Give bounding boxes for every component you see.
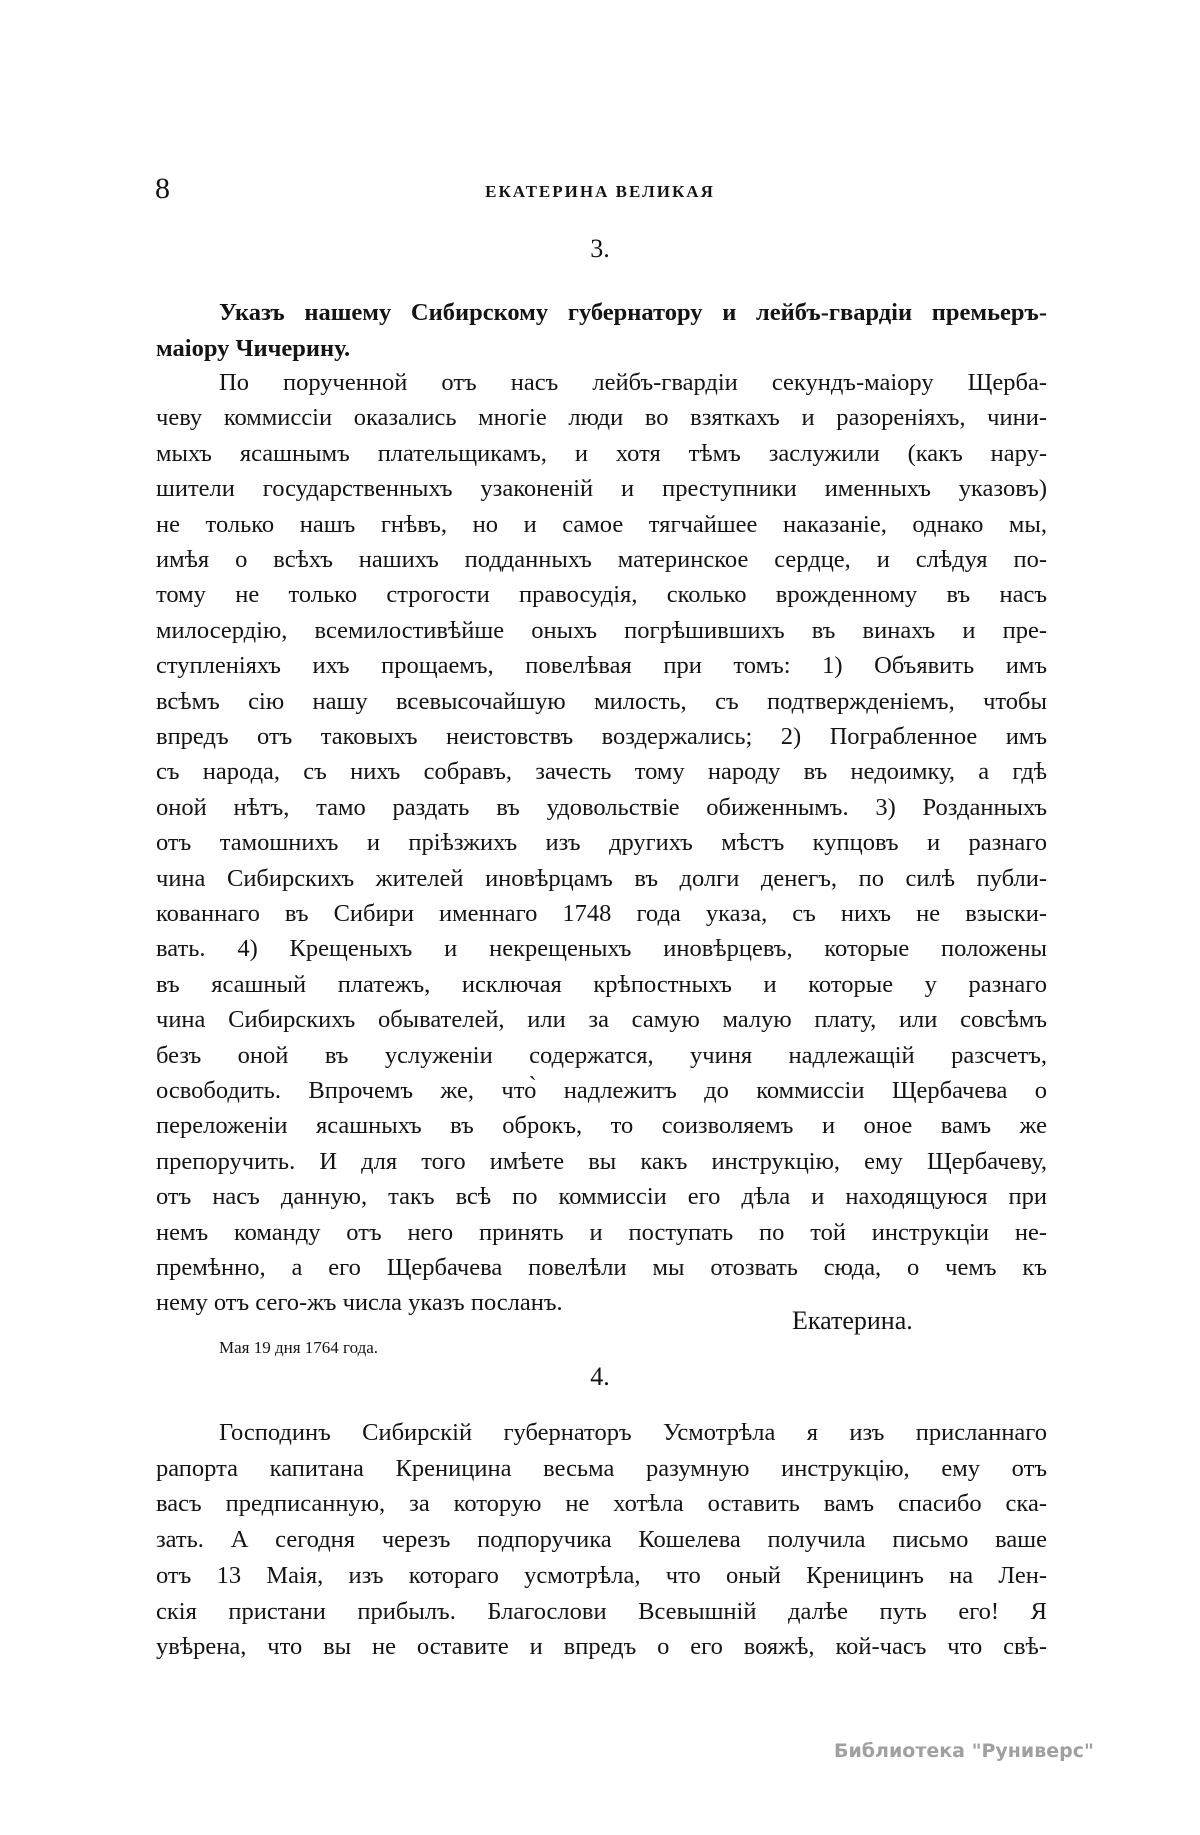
section-3-number: 3. xyxy=(590,234,610,263)
text-line: мыхъ ясашнымъ плательщикамъ, и хотя тѣмъ заслужили (какъ нару- xyxy=(156,439,1047,467)
heading-line: маіору Чичерину. xyxy=(156,334,351,362)
text-line: нему отъ сего-жъ числа указъ посланъ. xyxy=(156,1289,563,1317)
text-line: ступленіяхъ ихъ прощаемъ, повелѣвая при томъ: 1) Объявить имъ xyxy=(156,652,1047,680)
text-line: васъ предписанную, за которую не хотѣла оставить вамъ спасибо ска- xyxy=(156,1490,1047,1518)
text-line: чина Сибирскихъ жителей иновѣрцамъ въ долги денегъ, по силѣ публи- xyxy=(156,864,1047,892)
text-line: вать. 4) Крещеныхъ и некрещеныхъ иновѣрцевъ, которые положены xyxy=(156,935,1047,963)
heading-line: Указъ нашему Сибирскому губернатору и лейбъ-гвардіи премьеръ- xyxy=(219,299,1047,326)
text-line: оной нѣтъ, тамо раздать въ удовольствіе обиженнымъ. 3) Розданныхъ xyxy=(156,793,1047,821)
page-number: 8 xyxy=(155,172,170,205)
library-watermark: Библиотека "Руниверс" xyxy=(834,1740,1094,1762)
text-line: зать. А сегодня черезъ подпоручика Кошелева получила письмо ваше xyxy=(156,1526,1047,1554)
text-line: съ народа, съ нихъ собравъ, зачесть тому народу въ недоимку, а гдѣ xyxy=(156,758,1047,786)
text-line: увѣрена, что вы не оставите и впредъ о его вояжѣ, кой-часъ что свѣ- xyxy=(156,1633,1047,1661)
text-line: немъ команду отъ него принять и поступать по той инструкціи не- xyxy=(156,1218,1047,1246)
text-line: въ ясашный платежъ, исключая крѣпостныхъ и которые у разнаго xyxy=(156,970,1047,998)
text-line: препоручить. И для того имѣете вы какъ инструкцію, ему Щербачеву, xyxy=(156,1147,1047,1175)
text-line: всѣмъ сію нашу всевысочайшую милость, съ подтвержденіемъ, чтобы xyxy=(156,687,1047,715)
text-line: чеву коммиссіи оказались многіе люди во взяткахъ и разореніяхъ, чини- xyxy=(156,404,1047,432)
text-line: безъ оной въ услуженіи содержатся, учиня надлежащій разсчетъ, xyxy=(156,1041,1047,1069)
text-line: премѣнно, а его Щербачева повелѣли мы отозвать сюда, о чемъ къ xyxy=(156,1254,1047,1281)
text-line: освободить. Впрочемъ же, что̀ надлежитъ до коммиссіи Щербачева о xyxy=(156,1077,1047,1104)
text-line: впредъ отъ таковыхъ неистовствъ воздержались; 2) Пограбленное имъ xyxy=(156,723,1047,750)
text-line: тому не только строгости правосудія, сколько врожденному въ насъ xyxy=(156,581,1047,609)
text-line: Господинъ Сибирскій губернаторъ Усмотрѣла я изъ присланнаго xyxy=(219,1419,1047,1446)
text-line: отъ насъ данную, такъ всѣ по коммиссіи его дѣла и находящуюся при xyxy=(156,1183,1047,1211)
text-line: шители государственныхъ узаконеній и преступники именныхъ указовъ) xyxy=(156,475,1047,503)
text-line: имѣя о всѣхъ нашихъ подданныхъ материнское сердце, и слѣдуя по- xyxy=(156,546,1047,573)
text-line: отъ тамошнихъ и пріѣзжихъ изъ другихъ мѣстъ купцовъ и разнаго xyxy=(156,829,1047,857)
text-line: отъ 13 Маія, изъ котораго усмотрѣла, что оный Креницинъ на Лен- xyxy=(156,1561,1047,1589)
running-title: ЕКАТЕРИНА ВЕЛИКАЯ xyxy=(485,182,715,201)
text-line: По порученной отъ насъ лейбъ-гвардіи секундъ-маіору Щерба- xyxy=(219,369,1047,396)
signature: Екатерина. xyxy=(792,1306,913,1335)
text-line: скія пристани прибылъ. Благослови Всевышній далѣе путь его! Я xyxy=(156,1597,1047,1625)
section-4-number: 4. xyxy=(590,1362,610,1391)
text-line: не только нашъ гнѣвъ, но и самое тягчайшее наказаніе, однако мы, xyxy=(156,510,1047,538)
text-line: кованнаго въ Сибири именнаго 1748 года указа, съ нихъ не взыски- xyxy=(156,900,1047,927)
text-line: чина Сибирскихъ обывателей, или за самую малую плату, или совсѣмъ xyxy=(156,1006,1047,1034)
text-line: переложеніи ясашныхъ въ оброкъ, то соизволяемъ и оное вамъ же xyxy=(156,1112,1047,1140)
text-line: милосердію, всемилостивѣйше оныхъ погрѣшившихъ въ винахъ и пре- xyxy=(156,616,1047,644)
document-date: Мая 19 дня 1764 года. xyxy=(219,1338,379,1357)
text-line: рапорта капитана Креницина весьма разумную инструкцію, ему отъ xyxy=(156,1454,1047,1482)
